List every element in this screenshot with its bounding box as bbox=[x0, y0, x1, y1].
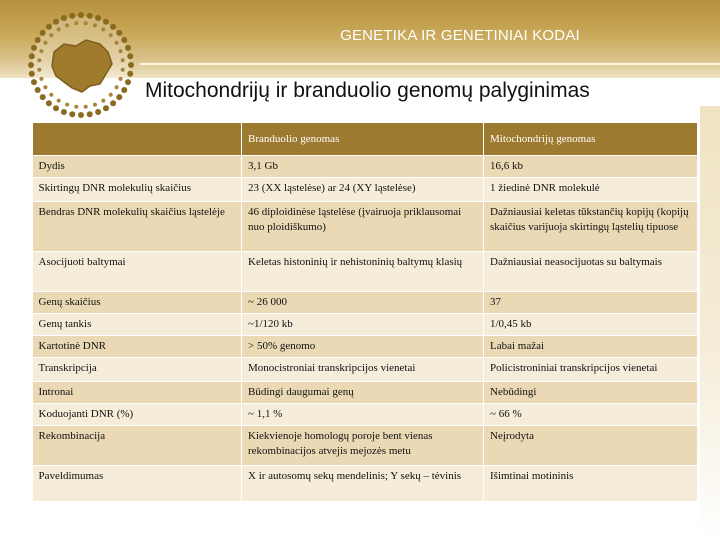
column-header: Mitochondrijų genomas bbox=[484, 123, 698, 156]
table-row bbox=[33, 314, 698, 336]
table-cell: Labai mažai bbox=[484, 336, 698, 358]
right-decorative-bar bbox=[700, 106, 720, 540]
header-title: GENETIKA IR GENETINIAI KODAI bbox=[340, 27, 580, 44]
table-row bbox=[33, 202, 698, 252]
table-cell: ~1/120 kb bbox=[242, 314, 484, 336]
table-cell: ~ 66 % bbox=[484, 404, 698, 426]
row-label: Koduojanti DNR (%) bbox=[33, 404, 242, 426]
table-cell: Keletas histoninių ir nehistoninių baltymų klasių bbox=[242, 252, 484, 292]
table-cell: Kiekvienoje homologų poroje bent vienas rekombinacijos atvejis mejozės metu bbox=[242, 426, 484, 466]
header-divider bbox=[140, 63, 720, 65]
table-row bbox=[33, 252, 698, 292]
table-row bbox=[33, 426, 698, 466]
table-cell: Išimtinai motininis bbox=[484, 466, 698, 502]
table-cell: 1 žiedinė DNR molekulė bbox=[484, 178, 698, 202]
table-cell: 46 diploidinėse ląstelėse (įvairuoja priklausomai nuo ploidiškumo) bbox=[242, 202, 484, 252]
table-cell: ~ 26 000 bbox=[242, 292, 484, 314]
row-label: Transkripcija bbox=[33, 358, 242, 382]
table-row bbox=[33, 404, 698, 426]
page-title: Mitochondrijų ir branduolio genomų palyginimas bbox=[145, 79, 590, 102]
table-cell: 16,6 kb bbox=[484, 156, 698, 178]
table-row bbox=[33, 382, 698, 404]
table-row bbox=[33, 336, 698, 358]
table-header-row bbox=[33, 123, 698, 156]
table-cell: 3,1 Gb bbox=[242, 156, 484, 178]
table-cell: Būdingi daugumai genų bbox=[242, 382, 484, 404]
table-cell: ~ 1,1 % bbox=[242, 404, 484, 426]
row-label: Skirtingų DNR molekulių skaičius bbox=[33, 178, 242, 202]
row-label: Genų skaičius bbox=[33, 292, 242, 314]
table-cell: Nebūdingi bbox=[484, 382, 698, 404]
table-cell: X ir autosomų sekų mendelinis; Y sekų – tėvinis bbox=[242, 466, 484, 502]
table-cell: > 50% genomo bbox=[242, 336, 484, 358]
column-header bbox=[33, 123, 242, 156]
table-cell: 37 bbox=[484, 292, 698, 314]
column-header: Branduolio genomas bbox=[242, 123, 484, 156]
row-label: Genų tankis bbox=[33, 314, 242, 336]
row-label: Rekombinacija bbox=[33, 426, 242, 466]
table-cell: Policistroniniai transkripcijos vienetai bbox=[484, 358, 698, 382]
lithuania-map-emblem-icon bbox=[16, 4, 146, 126]
table-cell: Neįrodyta bbox=[484, 426, 698, 466]
table-cell: Monocistroniai transkripcijos vienetai bbox=[242, 358, 484, 382]
table-cell: Dažniausiai neasocijuotas su baltymais bbox=[484, 252, 698, 292]
table-cell: 1/0,45 kb bbox=[484, 314, 698, 336]
row-label: Asocijuoti baltymai bbox=[33, 252, 242, 292]
row-label: Paveldimumas bbox=[33, 466, 242, 502]
table-row bbox=[33, 466, 698, 502]
row-label: Kartotinė DNR bbox=[33, 336, 242, 358]
row-label: Dydis bbox=[33, 156, 242, 178]
table-row bbox=[33, 292, 698, 314]
table-row bbox=[33, 156, 698, 178]
table-cell: 23 (XX ląstelėse) ar 24 (XY ląstelėse) bbox=[242, 178, 484, 202]
row-label: Intronai bbox=[33, 382, 242, 404]
comparison-table bbox=[32, 122, 698, 502]
table-row bbox=[33, 178, 698, 202]
row-label: Bendras DNR molekulių skaičius ląstelėje bbox=[33, 202, 242, 252]
table-cell: Dažniausiai keletas tūkstančių kopijų (kopijų skaičius varijuoja skirtingų ląstelių tipuose bbox=[484, 202, 698, 252]
table-row bbox=[33, 358, 698, 382]
